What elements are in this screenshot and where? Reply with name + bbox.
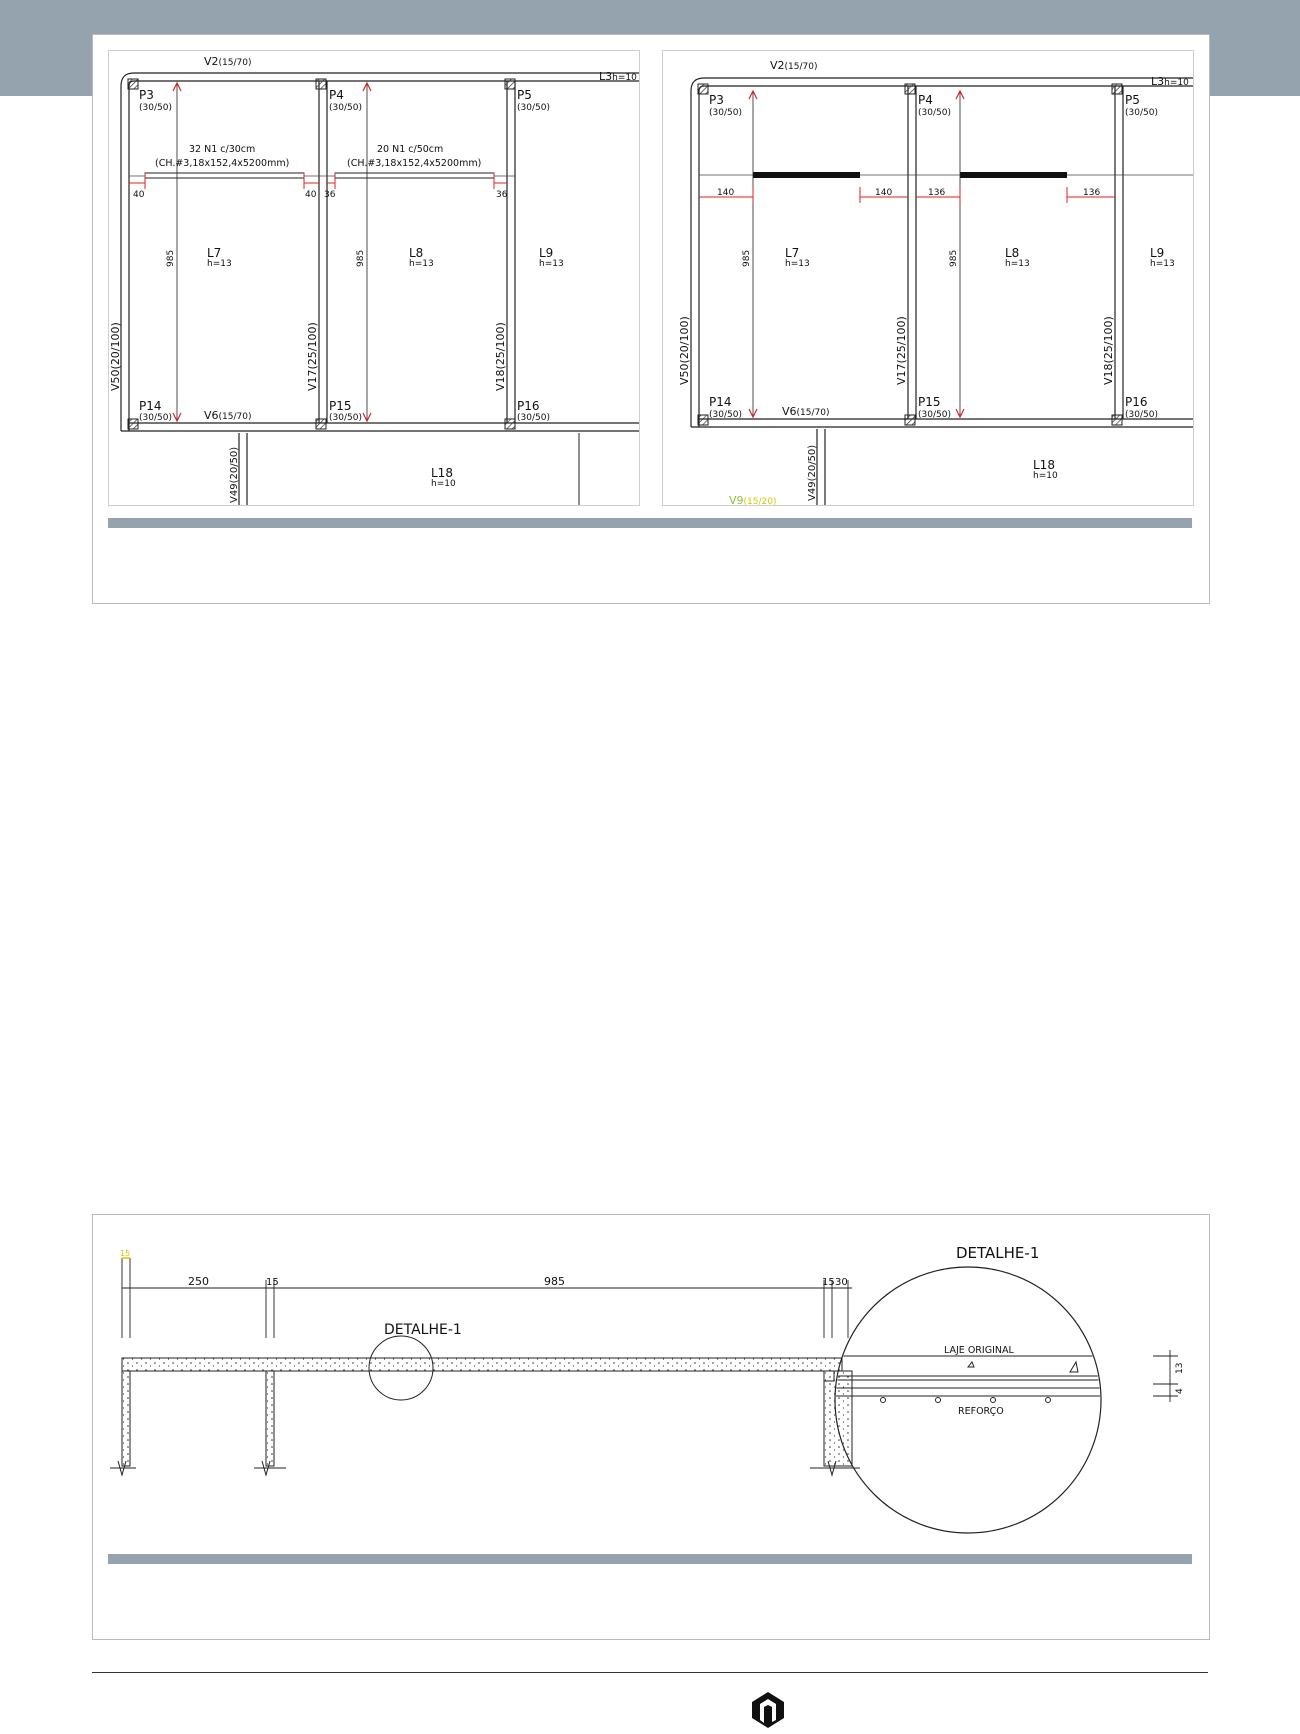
svg-text:20 N1 c/50cm: 20 N1 c/50cm: [377, 144, 444, 155]
svg-text:h=13: h=13: [785, 259, 810, 269]
column-p3: [698, 84, 708, 94]
svg-text:V2(15/70): V2(15/70): [204, 55, 252, 68]
svg-text:36: 36: [496, 190, 508, 200]
svg-text:(30/50): (30/50): [329, 103, 362, 113]
column-p5: [1112, 84, 1122, 94]
svg-text:136: 136: [1083, 188, 1101, 198]
svg-text:15: 15: [120, 1249, 131, 1258]
column-p16: [1112, 415, 1122, 425]
svg-text:P4: P4: [918, 93, 933, 107]
section-drawing: [108, 1228, 1192, 1548]
svg-text:V17(25/100): V17(25/100): [306, 322, 319, 391]
svg-text:(30/50): (30/50): [139, 413, 172, 423]
rebar-l7: [145, 173, 304, 178]
svg-text:(30/50): (30/50): [918, 108, 951, 118]
svg-text:30: 30: [835, 1277, 848, 1288]
svg-text:REFORÇO: REFORÇO: [958, 1406, 1004, 1417]
svg-text:P15: P15: [329, 399, 352, 413]
column-p5: [505, 79, 515, 89]
caption-bar-section: [108, 1554, 1192, 1564]
svg-text:L3h=10: L3h=10: [1151, 75, 1189, 88]
svg-text:P14: P14: [139, 399, 162, 413]
svg-text:985: 985: [949, 249, 959, 267]
plan-left: [108, 50, 640, 506]
svg-text:P3: P3: [709, 93, 724, 107]
svg-text:32 N1 c/30cm: 32 N1 c/30cm: [189, 144, 256, 155]
svg-text:250: 250: [188, 1275, 209, 1288]
svg-text:V50(20/100): V50(20/100): [678, 316, 691, 385]
svg-text:L18: L18: [1033, 458, 1055, 472]
svg-text:P4: P4: [329, 88, 344, 102]
svg-text:(30/50): (30/50): [709, 410, 742, 420]
svg-text:P5: P5: [1125, 93, 1140, 107]
svg-text:V6(15/70): V6(15/70): [782, 405, 830, 418]
svg-text:15: 15: [822, 1277, 835, 1288]
svg-text:P16: P16: [1125, 395, 1148, 409]
svg-text:4: 4: [1175, 1388, 1185, 1394]
svg-text:L18: L18: [431, 466, 453, 480]
svg-text:(CH.#3,18x152,4x5200mm): (CH.#3,18x152,4x5200mm): [155, 158, 290, 169]
rebar-l8: [335, 173, 494, 178]
plan-right: [662, 50, 1194, 506]
svg-text:DETALHE-1: DETALHE-1: [384, 1322, 462, 1338]
reinforcement-strip-l7: [753, 172, 860, 178]
svg-text:L3h=10: L3h=10: [599, 70, 637, 83]
svg-text:136: 136: [928, 188, 946, 198]
svg-text:LAJE ORIGINAL: LAJE ORIGINAL: [944, 1345, 1014, 1356]
svg-text:140: 140: [717, 188, 735, 198]
column-p14: [128, 419, 138, 429]
svg-text:(30/50): (30/50): [709, 108, 742, 118]
svg-text:(30/50): (30/50): [1125, 108, 1158, 118]
column-p15: [316, 419, 326, 429]
svg-text:V49(20/50): V49(20/50): [807, 444, 818, 501]
svg-text:V6(15/70): V6(15/70): [204, 409, 252, 422]
column-p16: [505, 419, 515, 429]
detail-circle: [835, 1267, 1101, 1533]
svg-text:L9: L9: [539, 246, 554, 260]
svg-text:P16: P16: [517, 399, 540, 413]
column-p4: [316, 79, 326, 89]
svg-text:L8: L8: [1005, 246, 1020, 260]
footer-rule: [92, 1672, 1208, 1673]
svg-text:P3: P3: [139, 88, 154, 102]
svg-text:L7: L7: [207, 246, 222, 260]
svg-text:h=13: h=13: [1005, 259, 1030, 269]
svg-text:h=10: h=10: [1033, 471, 1058, 481]
svg-text:h=13: h=13: [207, 259, 232, 269]
svg-text:40: 40: [305, 190, 317, 200]
svg-text:h=13: h=13: [539, 259, 564, 269]
svg-text:V9(15/20): V9(15/20): [729, 494, 777, 505]
svg-text:P14: P14: [709, 395, 732, 409]
svg-text:DETALHE-1: DETALHE-1: [956, 1244, 1040, 1262]
svg-text:985: 985: [742, 249, 752, 267]
svg-text:(30/50): (30/50): [517, 413, 550, 423]
svg-text:(30/50): (30/50): [918, 410, 951, 420]
svg-text:P5: P5: [517, 88, 532, 102]
svg-text:h=13: h=13: [1150, 259, 1175, 269]
caption-bar-plans: [108, 518, 1192, 528]
svg-text:V18(25/100): V18(25/100): [494, 322, 507, 391]
column-p4: [905, 84, 915, 94]
column-p3: [128, 79, 138, 89]
svg-text:36: 36: [324, 190, 336, 200]
reinforcement-strip-l8: [960, 172, 1067, 178]
svg-text:P15: P15: [918, 395, 941, 409]
svg-text:985: 985: [356, 249, 366, 267]
svg-text:h=10: h=10: [431, 479, 456, 489]
svg-text:(30/50): (30/50): [329, 413, 362, 423]
svg-text:V17(25/100): V17(25/100): [895, 316, 908, 385]
svg-text:V18(25/100): V18(25/100): [1102, 316, 1115, 385]
svg-text:985: 985: [166, 249, 176, 267]
svg-text:(30/50): (30/50): [517, 103, 550, 113]
svg-text:40: 40: [133, 190, 145, 200]
svg-text:(CH.#3,18x152,4x5200mm): (CH.#3,18x152,4x5200mm): [347, 158, 482, 169]
svg-text:985: 985: [544, 1275, 565, 1288]
svg-text:V49(20/50): V49(20/50): [229, 446, 240, 503]
column-p14: [698, 415, 708, 425]
svg-text:V2(15/70): V2(15/70): [770, 59, 818, 72]
publisher-logo-icon: [748, 1690, 788, 1730]
svg-text:15: 15: [266, 1277, 279, 1288]
svg-text:140: 140: [875, 188, 893, 198]
column-p15: [905, 415, 915, 425]
svg-text:h=13: h=13: [409, 259, 434, 269]
svg-text:L7: L7: [785, 246, 800, 260]
svg-text:L8: L8: [409, 246, 424, 260]
svg-text:L9: L9: [1150, 246, 1165, 260]
svg-text:(30/50): (30/50): [1125, 410, 1158, 420]
svg-text:(30/50): (30/50): [139, 103, 172, 113]
svg-text:V50(20/100): V50(20/100): [109, 322, 122, 391]
svg-text:13: 13: [1175, 1362, 1185, 1374]
